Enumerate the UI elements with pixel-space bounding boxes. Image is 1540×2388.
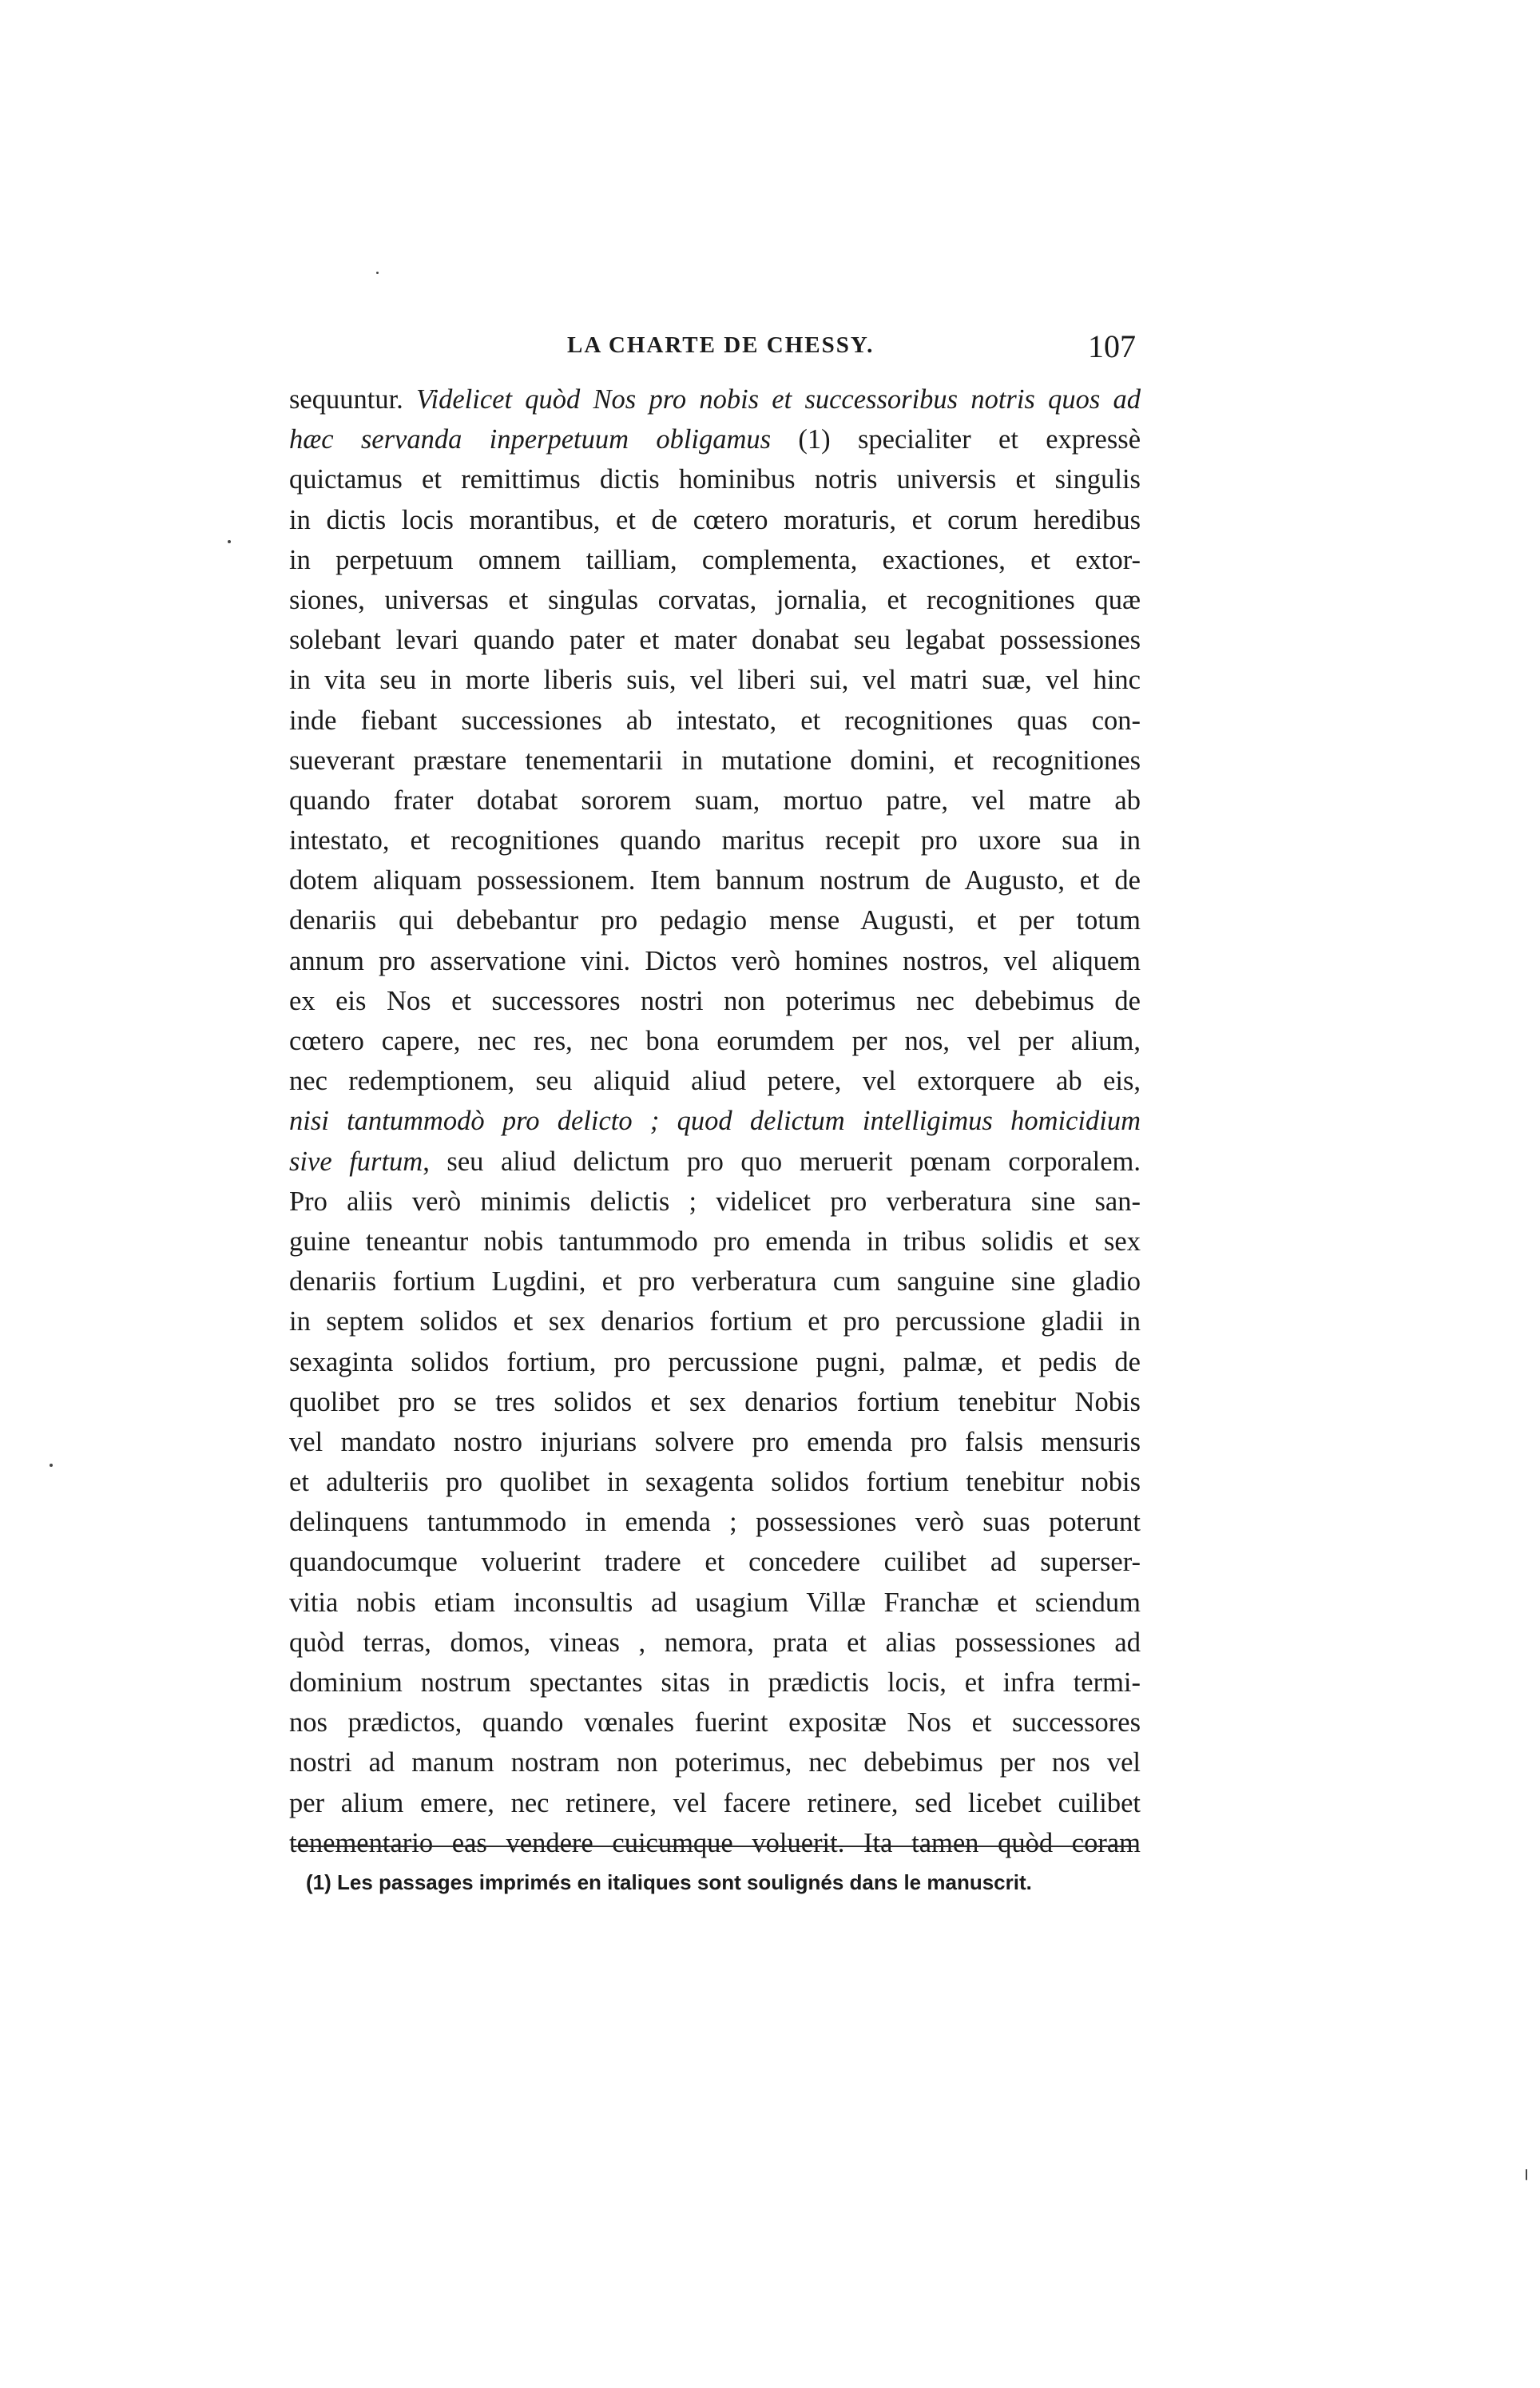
text-line: dotem aliquam possessionem. Item bannum nostrum de Augusto, et de xyxy=(289,865,1141,896)
text-line: solebant levari quando pater et mater donabat seu legabat possessiones xyxy=(289,625,1141,656)
text-line: denariis qui debebantur pro pedagio mense Augusti, et per totum xyxy=(289,905,1141,936)
text-line: sive furtum, seu aliud delictum pro quo meruerit pœnam corporalem. xyxy=(289,1146,1141,1177)
text-line: quolibet pro se tres solidos et sex denarios fortium tenebitur Nobis xyxy=(289,1386,1141,1417)
italic-passage: hæc servanda inperpetuum obligamus xyxy=(289,424,772,455)
text-line: in septem solidos et sex denarios fortium et pro percussione gladii in xyxy=(289,1306,1141,1337)
text-line: in vita seu in morte liberis suis, vel liberi sui, vel matri suæ, vel hinc xyxy=(289,665,1141,696)
text-line: sequuntur. Videlicet quòd Nos pro nobis et successoribus notris quos ad xyxy=(289,384,1141,415)
text-line: sueverant præstare tenementarii in mutatione domini, et recognitiones xyxy=(289,745,1141,776)
text-line: dominium nostrum spectantes sitas in prædictis locis, et infra termi- xyxy=(289,1667,1141,1698)
text-line: quando frater dotabat sororem suam, mortuo patre, vel matre ab xyxy=(289,785,1141,816)
scan-speck xyxy=(1526,2169,1527,2180)
italic-passage: nisi tantummodò pro delicto ; quod delictum intelligimus homicidium xyxy=(289,1106,1141,1137)
running-title: LA CHARTE DE CHESSY. xyxy=(567,332,875,358)
text-line: intestato, et recognitiones quando maritus recepit pro uxore sua in xyxy=(289,825,1141,856)
scan-speck xyxy=(376,272,379,274)
body-text xyxy=(289,379,1141,1863)
text-line: quandocumque voluerint tradere et concedere cuilibet ad superser- xyxy=(289,1547,1141,1578)
text-line: nec redemptionem, seu aliquid aliud petere, vel extorquere ab eis, xyxy=(289,1066,1141,1097)
text-line: et adulteriis pro quolibet in sexagenta solidos fortium tenebitur nobis xyxy=(289,1467,1141,1498)
text-line: ex eis Nos et successores nostri non poterimus nec debebimus de xyxy=(289,985,1141,1016)
text-line: vel mandato nostro injurians solvere pro emenda pro falsis mensuris xyxy=(289,1426,1141,1457)
text-line: inde fiebant successiones ab intestato, et recognitiones quas con- xyxy=(289,705,1141,736)
text-line: in dictis locis morantibus, et de cœtero moraturis, et corum heredibus xyxy=(289,504,1141,535)
footnote: (1) Les passages imprimés en italiques sont soulignés dans le manuscrit. xyxy=(306,1870,1032,1894)
text-line: quictamus et remittimus dictis hominibus notris universis et singulis xyxy=(289,464,1141,495)
italic-passage: Videlicet quòd Nos pro nobis et successoribus notris quos ad xyxy=(416,384,1141,415)
text-line: annum pro asservatione vini. Dictos verò homines nostros, vel aliquem xyxy=(289,945,1141,976)
page-header xyxy=(0,328,1540,368)
text-line: cœtero capere, nec res, nec bona eorumdem per nos, vel per alium, xyxy=(289,1026,1141,1056)
text-line: in perpetuum omnem tailliam, complementa, exactiones, et extor- xyxy=(289,544,1141,575)
text-line: quòd terras, domos, vineas , nemora, prata et alias possessiones ad xyxy=(289,1627,1141,1658)
italic-passage: sive furtum xyxy=(289,1146,423,1177)
text-line: nostri ad manum nostram non poterimus, nec debebimus per nos vel xyxy=(289,1747,1141,1778)
text-line: siones, universas et singulas corvatas, jornalia, et recognitiones quæ xyxy=(289,584,1141,615)
text-line: denariis fortium Lugdini, et pro verberatura cum sanguine sine gladio xyxy=(289,1266,1141,1297)
text-line: delinquens tantummodo in emenda ; possessiones verò suas poterunt xyxy=(289,1507,1141,1538)
page-number: 107 xyxy=(1088,328,1136,364)
text-line: sexaginta solidos fortium, pro percussione pugni, palmæ, et pedis de xyxy=(289,1346,1141,1377)
scan-speck xyxy=(50,1464,53,1467)
text-line: vitia nobis etiam inconsultis ad usagium Villæ Franchæ et sciendum xyxy=(289,1587,1141,1618)
text-line: nos prædictos, quando vœnales fuerint expositæ Nos et successores xyxy=(289,1707,1141,1738)
text-line xyxy=(289,1101,1141,1141)
footnote-rule xyxy=(292,1846,1137,1847)
text-line: guine teneantur nobis tantummodo pro emenda in tribus solidis et sex xyxy=(289,1226,1141,1257)
text-line: per alium emere, nec retinere, vel facere retinere, sed licebet cuilibet xyxy=(289,1787,1141,1818)
scan-speck xyxy=(228,540,231,543)
text-line: Pro aliis verò minimis delictis ; videlicet pro verberatura sine san- xyxy=(289,1186,1141,1217)
text-line: tenementario eas vendere cuicumque voluerit. Ita tamen quòd coram xyxy=(289,1827,1141,1858)
text-line: hæc servanda inperpetuum obligamus (1) specialiter et expressè xyxy=(289,424,1141,455)
